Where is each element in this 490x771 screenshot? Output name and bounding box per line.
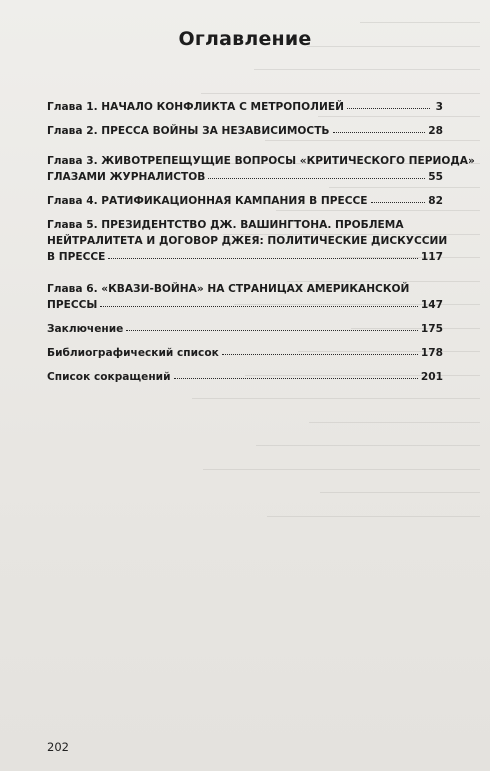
toc-page-number: 175 bbox=[420, 323, 443, 335]
dot-leader bbox=[108, 250, 417, 259]
toc-entry-title: Библиографический список bbox=[47, 347, 219, 359]
toc-page-number: 201 bbox=[420, 371, 443, 383]
toc-page-number: 82 bbox=[428, 195, 443, 207]
dot-leader bbox=[371, 194, 426, 203]
toc-entry[interactable] bbox=[47, 369, 443, 385]
toc-entry-title: Глава 2. ПРЕССА ВОЙНЫ ЗА НЕЗАВИСИМОСТЬ bbox=[47, 125, 330, 137]
toc-entry-title: В ПРЕССЕ bbox=[47, 251, 106, 263]
toc-entry-title: Глава 5. ПРЕЗИДЕНТСТВО ДЖ. ВАШИНГТОНА. ПРОБЛЕМА bbox=[47, 219, 404, 231]
toc-entry-title: ГЛАЗАМИ ЖУРНАЛИСТОВ bbox=[47, 171, 206, 183]
toc-entry[interactable] bbox=[47, 193, 443, 209]
toc-entry[interactable] bbox=[47, 345, 443, 361]
page-title: Оглавление bbox=[178, 28, 312, 50]
toc-entry-title: Глава 6. «КВАЗИ-ВОЙНА» НА СТРАНИЦАХ АМЕРИКАНСКОЙ bbox=[47, 283, 410, 295]
bleed-through-line bbox=[180, 69, 480, 85]
toc-entry-title: Глава 1. НАЧАЛО КОНФЛИКТА С МЕТРОПОЛИЕЙ bbox=[47, 101, 344, 113]
toc-entry[interactable] bbox=[47, 321, 443, 337]
bleed-through-line bbox=[180, 492, 480, 508]
dot-leader bbox=[100, 298, 417, 307]
toc-entry-title: Список сокращений bbox=[47, 371, 171, 383]
toc-page-number: 28 bbox=[428, 125, 443, 137]
toc-entry[interactable] bbox=[47, 99, 443, 115]
toc-entry-title: Заключение bbox=[47, 323, 124, 335]
bleed-through-text bbox=[180, 14, 480, 534]
toc-entry[interactable] bbox=[47, 123, 443, 139]
toc-page-number: 3 bbox=[435, 101, 443, 113]
toc-entry-title: ПРЕССЫ bbox=[47, 299, 98, 311]
toc-page-number: 117 bbox=[420, 251, 443, 263]
dot-leader bbox=[347, 100, 430, 109]
page-number: 202 bbox=[47, 740, 69, 754]
toc-entry[interactable] bbox=[47, 153, 475, 185]
bleed-through-line bbox=[180, 516, 480, 532]
dot-leader bbox=[333, 124, 426, 133]
dot-leader bbox=[126, 322, 418, 331]
toc-page-number: 147 bbox=[420, 299, 443, 311]
toc-page-number: 55 bbox=[428, 171, 443, 183]
toc-entry-title: НЕЙТРАЛИТЕТА И ДОГОВОР ДЖЕЯ: ПОЛИТИЧЕСКИЕ ДИСКУССИИ bbox=[47, 235, 448, 247]
dot-leader bbox=[222, 346, 418, 355]
bleed-through-line bbox=[180, 469, 480, 485]
dot-leader bbox=[208, 170, 425, 179]
bleed-through-line bbox=[180, 422, 480, 438]
bleed-through-line bbox=[180, 398, 480, 414]
toc-entry-title: Глава 4. РАТИФИКАЦИОННАЯ КАМПАНИЯ В ПРЕССЕ bbox=[47, 195, 368, 207]
toc-entry-title: Глава 3. ЖИВОТРЕПЕЩУЩИЕ ВОПРОСЫ «КРИТИЧЕСКОГО ПЕРИОДА» bbox=[47, 155, 475, 167]
bleed-through-line bbox=[180, 445, 480, 461]
toc-entry[interactable] bbox=[47, 217, 448, 265]
toc-entry[interactable] bbox=[47, 281, 443, 313]
toc-page-number: 178 bbox=[420, 347, 443, 359]
dot-leader bbox=[174, 370, 418, 379]
